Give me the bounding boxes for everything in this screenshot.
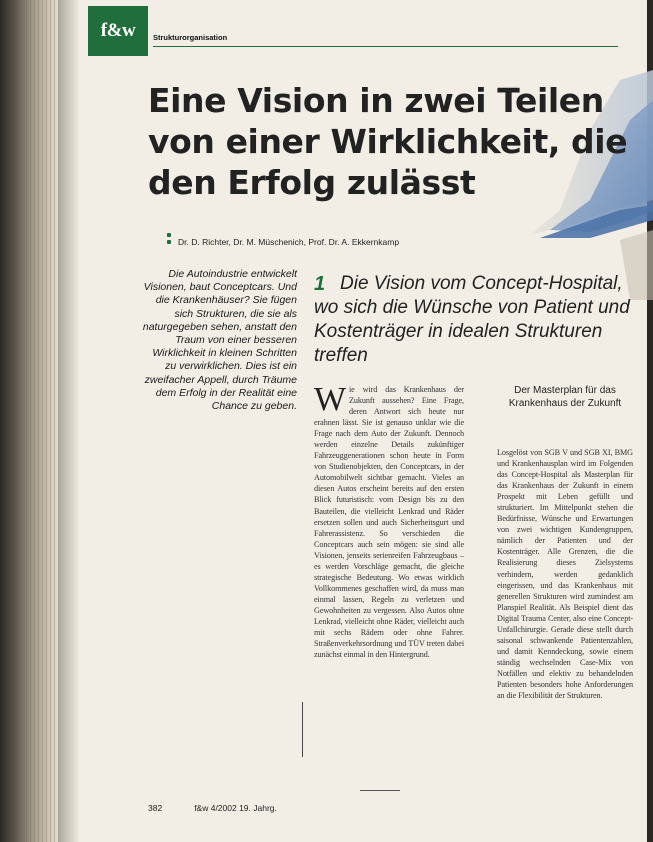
intro-teaser: Die Autoindustrie entwickelt Visionen, baut Conceptcars. Und die Krankenhäuser? Sie fügen sich Strukturen, die sie als naturgegeben sehen, anstatt den Traum von einer besseren Wirklichkeit in kleinen Schritten zu verwirklichen. Dies ist ein zweifacher Appell, durch Träume dem Erfolg in der Realität eine Chance zu geben. — [142, 268, 297, 413]
author-line: Dr. D. Richter, Dr. M. Müschenich, Prof. Dr. A. Ekkernkamp — [178, 237, 400, 247]
page-number: 382 — [148, 803, 163, 813]
section-label: Strukturorganisation — [153, 33, 228, 42]
subheadline-number: 1 — [314, 273, 326, 295]
fw-logo — [88, 6, 148, 56]
bottom-rule — [360, 790, 400, 791]
headline-line-1: Eine Vision in zwei Teilen — [148, 81, 604, 120]
author-bullet-icon — [167, 233, 172, 245]
page-edges — [18, 0, 62, 842]
page-footer — [148, 803, 277, 813]
logo-text: f&w — [100, 20, 136, 41]
gutter-shadow — [58, 0, 80, 842]
header-rule — [153, 46, 618, 47]
body-text-1: ie wird das Krankenhaus der Zukunft aussehen? Eine Frage, deren Antwort sich heute nur erahnen lässt. Sie ist genauso unklar wie die Frage nach dem Auto der Zukunft. Dennoch werden einzelne Details zukünftiger Fahrzeuggenerationen schon heute in Form von Studienobjekten, den Conceptcars, in der Automobilwelt sichtbar gemacht. Vieles an diesen Autos erscheint bereits auf den ersten Blick futuristisch: vom Design bis zu den Bauteilen, die vielleicht Lenkrad und Räder ersetzen sollen und auch Sicherheitsgurt und Fahrerassistenz. So verschieden die Conceptcars auch sein mögen: sie sind alle Visionen, jenseits serienreifen Fahrzeugbaus – es werden Vorschläge gemacht, die gleiche strategische Bedeutung. Wo etwas wirklich Vollkommenes geschaffen wird, da muss man einmal lassen, Regeln zu verletzen und Gewohnheiten zu vergessen. Also Autos ohne Lenkrad, vielleicht ohne Räder, vielleicht auch mit sechs Rädern oder ohne Fahrer. Straßenverkehrsordnung und TÜV treten dabei zunächst einmal in den Hintergrund. — [314, 385, 464, 660]
headline-line-3: den Erfolg zulässt — [148, 163, 476, 202]
issue-info: f&w 4/2002 19. Jahrg. — [194, 803, 277, 813]
drop-cap: W — [314, 381, 346, 418]
article-headline — [148, 80, 628, 203]
body-text-2: Losgelöst von SGB V und SGB XI, BMG und Krankenhausplan wird im Folgenden das Concept-Hospital als Masterplan für das Krankenhaus der Zukunft in einem Prospekt mit Leben gefüllt und strukturiert. Im Mittelpunkt stehen die Bedürfnisse, Wünsche und Erwartungen von zwei wichtigen Kundengruppen, nämlich der Patienten und der Kostenträger. Alle Grenzen, die die Realisierung dieses Zielsystems verhindern, werden gedanklich eingerissen, und das Krankenhaus mit generellen Strukturen wird zumindest am Planspiel Realität. Als Beispiel dient das Digital Trauma Center, also eine Concept-Unfallchirurgie. Gerade diese stellt durch saisonal schwankende Patientenzahlen, und damit Kenndeckung, sowie einem ständig wechselnden Case-Mix von Notfällen und elektiv zu behandelnden Patienten besonders hohe Anforderungen an die Flexibilität der Strukturen. — [497, 448, 633, 701]
box-heading: Der Masterplan für das Krankenhaus der Zukunft — [508, 385, 622, 409]
body-column-1 — [314, 381, 464, 660]
subheadline: Die Vision vom Concept-Hospital, wo sich die Wünsche von Patient und Kostenträger in idealen Strukturen treffen — [314, 273, 630, 366]
body-column-2 — [497, 447, 633, 701]
column-marker — [302, 702, 303, 757]
headline-line-2: von einer Wirklichkeit, die — [148, 122, 628, 161]
